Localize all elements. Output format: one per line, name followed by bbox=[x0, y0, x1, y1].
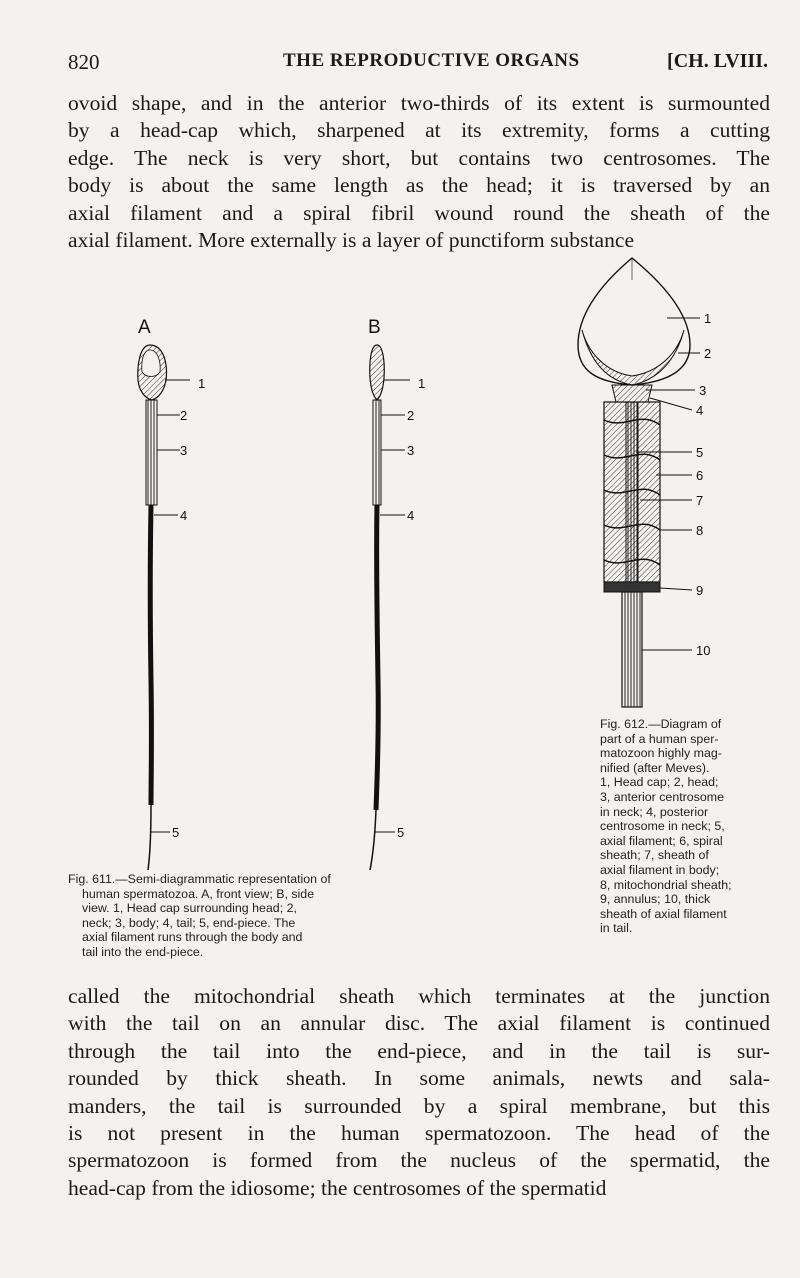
caption-line: view. 1, Head cap surrounding head; 2, bbox=[82, 901, 297, 916]
caption-line: in tail. bbox=[600, 921, 633, 936]
caption-line: 3, anterior centrosome bbox=[600, 789, 724, 804]
caption-line: human spermatozoa. A, front view; B, side bbox=[82, 886, 315, 901]
label-612-10: 10 bbox=[696, 643, 711, 658]
caption-line: part of a human sper- bbox=[600, 731, 719, 746]
label-612-7: 7 bbox=[696, 493, 704, 508]
caption-line: axial filament; 6, spiral bbox=[600, 833, 723, 848]
caption-line: in neck; 4, posterior bbox=[600, 804, 709, 819]
fig611-panel-a bbox=[138, 317, 205, 870]
sperm-tail-b bbox=[376, 505, 378, 810]
label-612-4: 4 bbox=[696, 403, 704, 418]
caption-line: 9, annulus; 10, thick bbox=[600, 892, 711, 907]
label-a1: 1 bbox=[198, 376, 206, 391]
caption-line: sheath; 7, sheath of bbox=[600, 848, 709, 863]
text-line: ovoid shape, and in the anterior two-thirds of its extent is surmounted bbox=[68, 91, 770, 115]
running-title: THE REPRODUCTIVE ORGANS bbox=[283, 50, 580, 71]
label-b4: 4 bbox=[407, 508, 415, 523]
panel-a-letter: A bbox=[138, 317, 151, 338]
sperm-tail-a bbox=[150, 505, 151, 805]
sperm-body-b bbox=[373, 400, 381, 505]
text-line: rounded by thick sheath. In some animals, newts and sala- bbox=[68, 1066, 770, 1091]
paragraph-bottom bbox=[68, 983, 770, 1202]
label-b5: 5 bbox=[397, 825, 405, 840]
caption-line: 8, mitochondrial sheath; bbox=[600, 877, 732, 892]
label-a5: 5 bbox=[172, 825, 180, 840]
caption-line: sheath of axial filament bbox=[600, 906, 727, 921]
fig611-panel-b bbox=[368, 317, 425, 870]
sperm-body-a bbox=[146, 400, 157, 505]
label-a4: 4 bbox=[180, 508, 188, 523]
tail-612 bbox=[622, 592, 642, 707]
caption-line: axial filament in body; bbox=[600, 862, 720, 877]
figure-612-caption bbox=[600, 717, 775, 936]
neck-612 bbox=[612, 385, 652, 402]
fig612-diagram bbox=[578, 258, 711, 707]
label-b2: 2 bbox=[407, 408, 415, 423]
sperm-endpiece-a bbox=[148, 805, 151, 870]
text-line: by a head-cap which, sharpened at its extremity, forms a cutting bbox=[68, 118, 770, 143]
panel-b-letter: B bbox=[368, 317, 381, 338]
label-b1: 1 bbox=[418, 376, 426, 391]
caption-line: Fig. 612.—Diagram of bbox=[600, 717, 722, 731]
label-612-6: 6 bbox=[696, 468, 704, 483]
figure-611-caption bbox=[68, 872, 368, 960]
label-612-2: 2 bbox=[704, 346, 712, 361]
sperm-head-b bbox=[370, 345, 384, 400]
label-a2: 2 bbox=[180, 408, 188, 423]
label-b3: 3 bbox=[407, 443, 415, 458]
text-line: through the tail into the end-piece, and in the tail is sur- bbox=[68, 1038, 770, 1063]
text-line: axial filament. More externally is a layer of punctiform substance bbox=[68, 228, 635, 253]
head-cap-612 bbox=[578, 258, 690, 385]
text-line: axial filament and a spiral fibril wound round the sheath of the bbox=[68, 200, 770, 225]
caption-line: centrosome in neck; 5, bbox=[600, 819, 725, 834]
text-line: spermatozoon is formed from the nucleus of the spermatid, the bbox=[68, 1148, 770, 1173]
page-number: 820 bbox=[68, 50, 100, 74]
sperm-endpiece-b bbox=[370, 810, 376, 870]
label-612-3: 3 bbox=[699, 383, 707, 398]
caption-line: nified (after Meves). bbox=[600, 760, 710, 775]
label-612-9: 9 bbox=[696, 583, 704, 598]
caption-line: 1, Head cap; 2, head; bbox=[600, 775, 719, 790]
text-line: edge. The neck is very short, but contains two centrosomes. The bbox=[68, 145, 770, 170]
label-a3: 3 bbox=[180, 443, 188, 458]
caption-line: matozoon highly mag- bbox=[600, 746, 722, 761]
chapter-label: [CH. LVIII. bbox=[667, 50, 768, 72]
annulus-612 bbox=[604, 582, 660, 592]
caption-line: Fig. 611.—Semi-diagrammatic representation of bbox=[68, 872, 331, 886]
text-line: head-cap from the idiosome; the centrosomes of the spermatid bbox=[68, 1175, 607, 1200]
text-line: with the tail on an annular disc. The axial filament is continued bbox=[68, 1011, 770, 1036]
caption-line: tail into the end-piece. bbox=[82, 944, 204, 959]
caption-line: axial filament runs through the body and bbox=[82, 930, 303, 945]
text-line: manders, the tail is surrounded by a spiral membrane, but this bbox=[68, 1093, 770, 1118]
text-line: is not present in the human spermatozoon. The head of the bbox=[68, 1121, 770, 1146]
text-line: body is about the same length as the head; it is traversed by an bbox=[68, 173, 770, 198]
text-line: called the mitochondrial sheath which terminates at the junction bbox=[68, 984, 770, 1008]
caption-line: neck; 3, body; 4, tail; 5, end-piece. The bbox=[82, 915, 296, 930]
label-612-5: 5 bbox=[696, 445, 704, 460]
label-612-1: 1 bbox=[704, 311, 712, 326]
label-612-8: 8 bbox=[696, 523, 704, 538]
